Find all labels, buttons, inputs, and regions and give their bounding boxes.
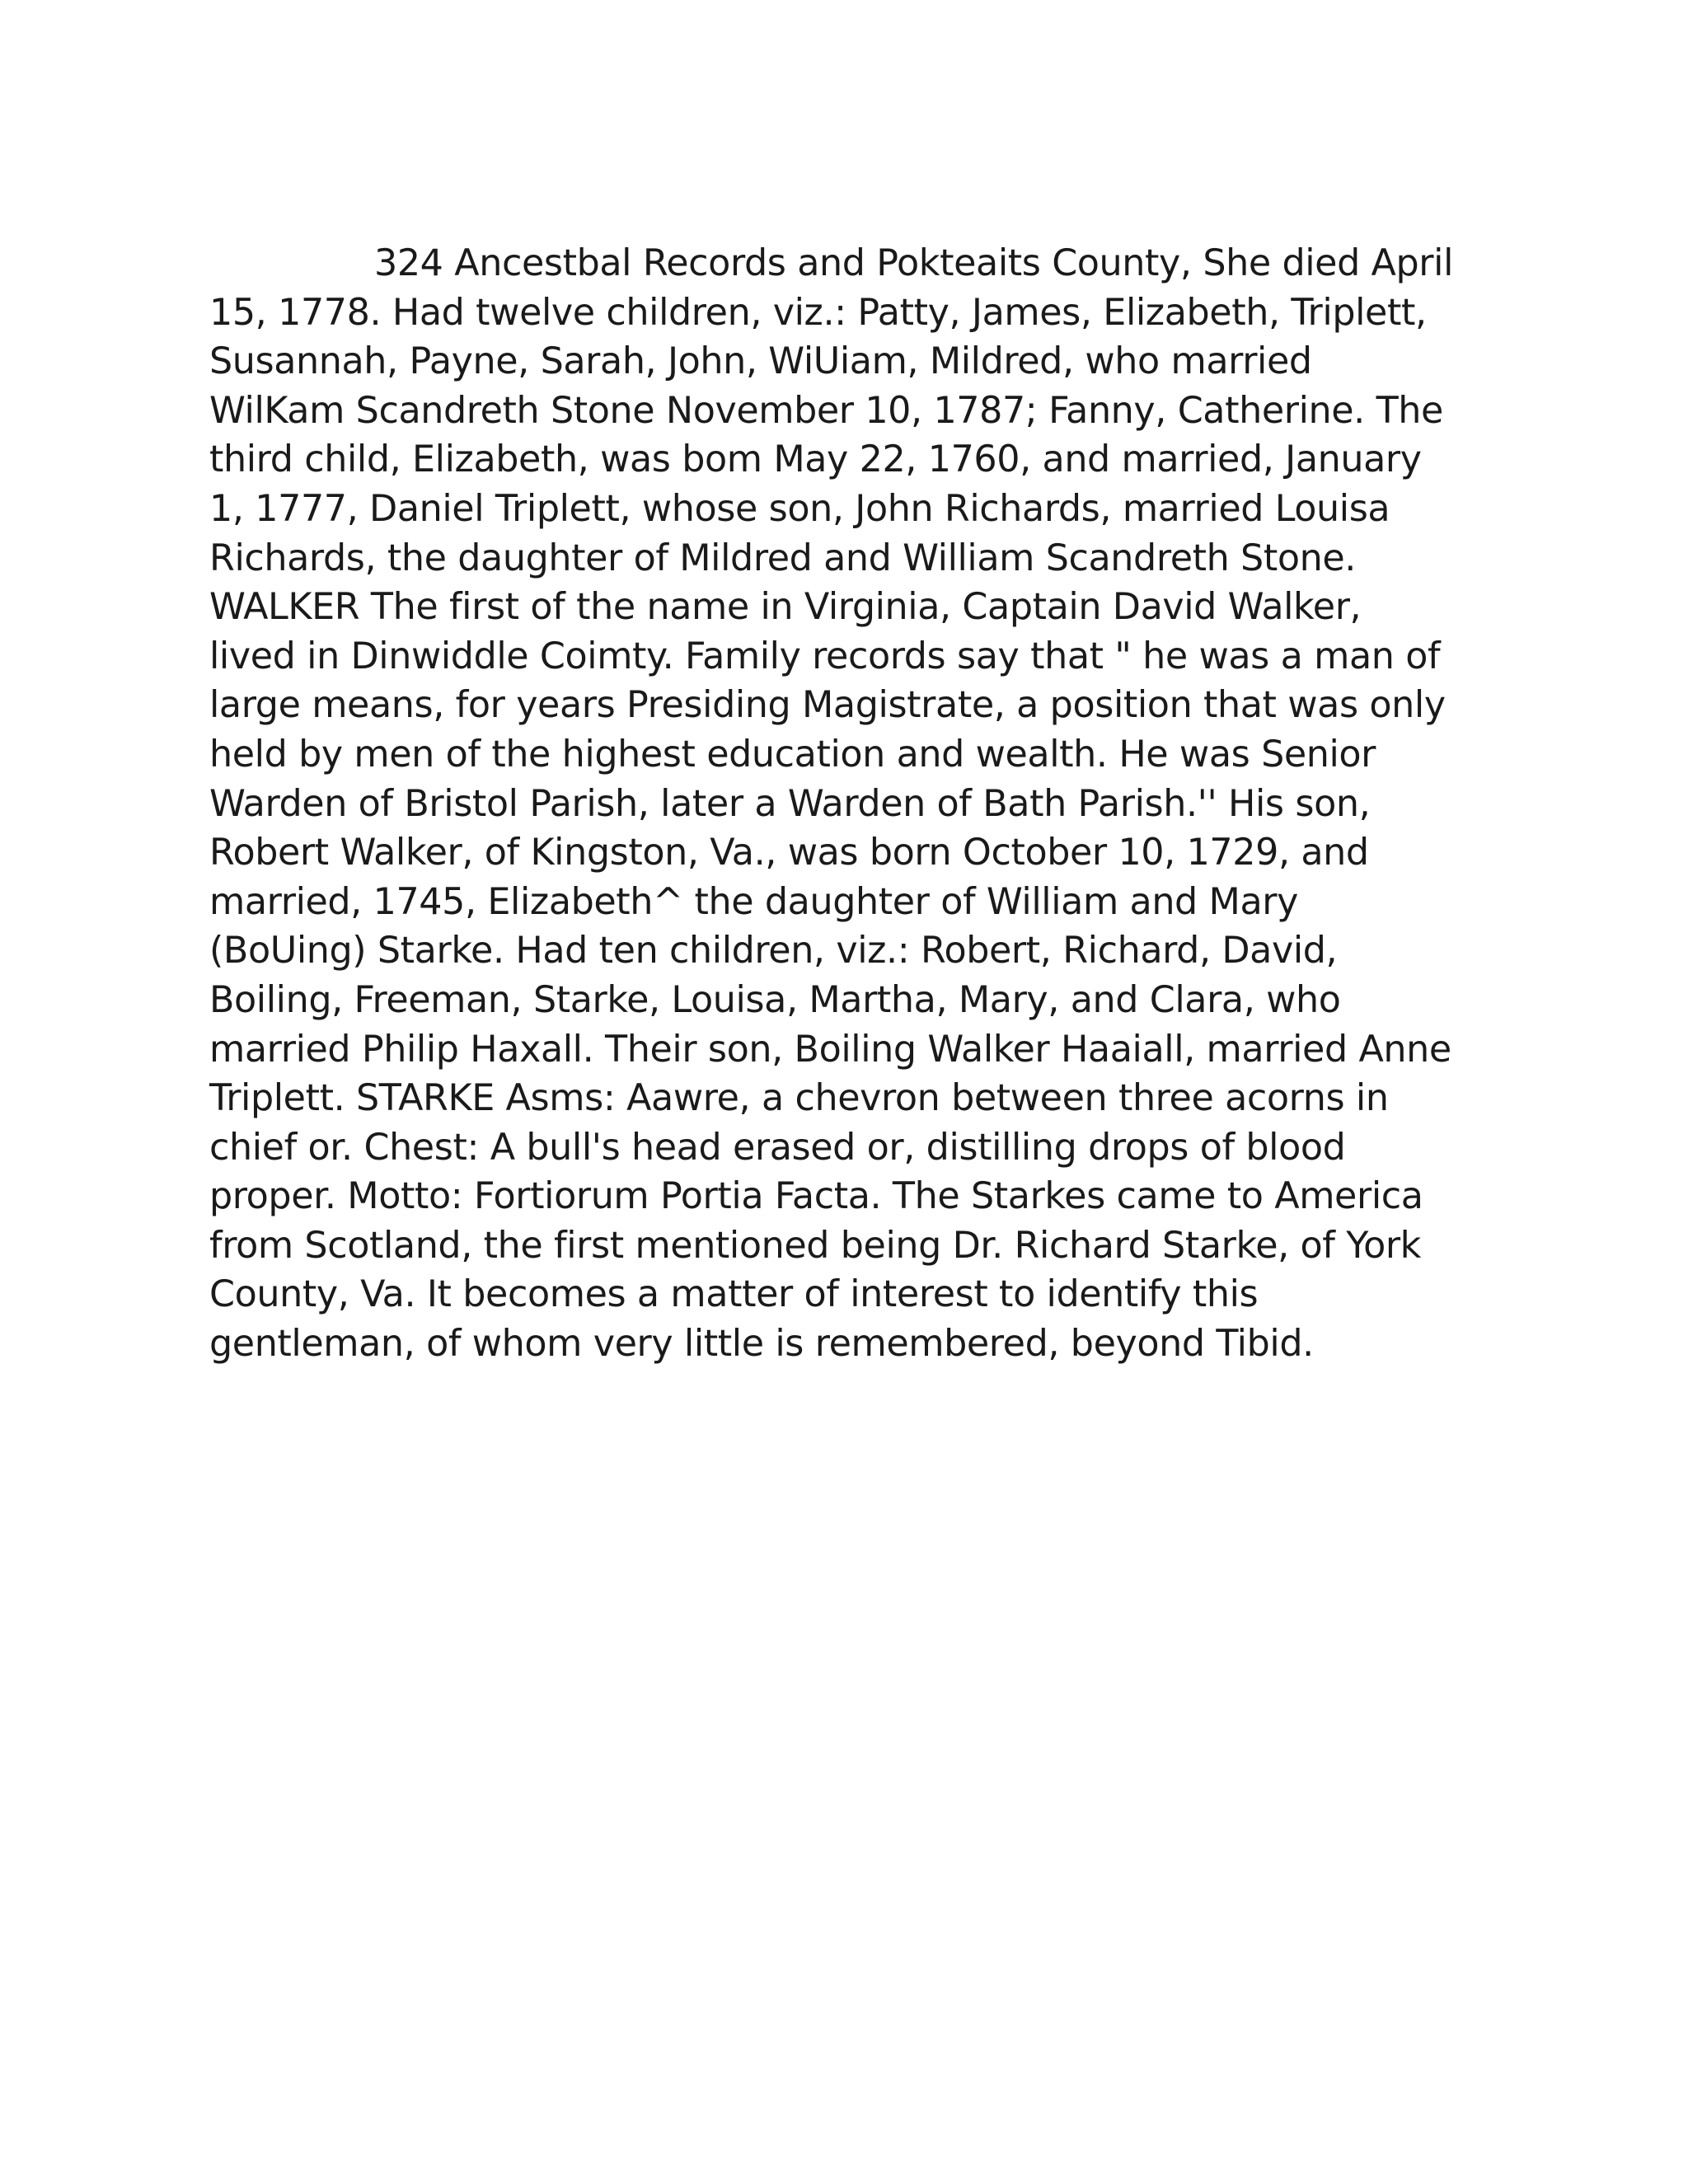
text-line: WALKER The first of the name in Virginia, Captain David Walker, xyxy=(209,586,1362,629)
text-line: married, 1745, Elizabeth^ the daughter of William and Mary xyxy=(209,880,1298,923)
text-line: WilKam Scandreth Stone November 10, 1787; Fanny, Catherine. The xyxy=(209,389,1443,432)
text-line: from Scotland, the first mentioned being Dr. Richard Starke, of York xyxy=(209,1224,1421,1267)
text-line: Boiling, Freeman, Starke, Louisa, Martha, Mary, and Clara, who xyxy=(209,978,1341,1021)
text-line: third child, Elizabeth, was bom May 22, 1760, and married, January xyxy=(209,438,1422,481)
text-line: gentleman, of whom very little is remembered, beyond Tibid. xyxy=(209,1323,1314,1366)
text-line: 15, 1778. Had twelve children, viz.: Patty, James, Elizabeth, Triplett, xyxy=(209,291,1427,334)
body-text xyxy=(209,239,1495,1369)
text-line: chief or. Chest: A bull's head erased or, distilling drops of blood xyxy=(209,1126,1346,1169)
text-line: County, Va. It becomes a matter of interest to identify this xyxy=(209,1273,1259,1316)
text-line: Richards, the daughter of Mildred and William Scandreth Stone. xyxy=(209,537,1356,579)
text-line: large means, for years Presiding Magistrate, a position that was only xyxy=(209,684,1446,727)
text-line: 324 Ancestbal Records and Pokteaits County, She died April xyxy=(374,242,1454,284)
text-line: Robert Walker, of Kingston, Va., was born October 10, 1729, and xyxy=(209,832,1369,874)
text-line: 1, 1777, Daniel Triplett, whose son, John Richards, married Louisa xyxy=(209,487,1390,530)
text-line: Susannah, Payne, Sarah, John, WiUiam, Mildred, who married xyxy=(209,340,1312,383)
text-line: Warden of Bristol Parish, later a Warden of Bath Parish.'' His son, xyxy=(209,782,1371,825)
text-line: (BoUing) Starke. Had ten children, viz.: Robert, Richard, David, xyxy=(209,930,1338,972)
text-line: held by men of the highest education and wealth. He was Senior xyxy=(209,733,1376,776)
text-line: Triplett. STARKE Asms: Aawre, a chevron between three acorns in xyxy=(209,1077,1389,1120)
text-line: proper. Motto: Fortiorum Portia Facta. The Starkes came to America xyxy=(209,1175,1423,1218)
text-line: lived in Dinwiddle Coimty. Family records say that " he was a man of xyxy=(209,635,1441,677)
text-line: married Philip Haxall. Their son, Boiling Walker Haaiall, married Anne xyxy=(209,1028,1451,1071)
